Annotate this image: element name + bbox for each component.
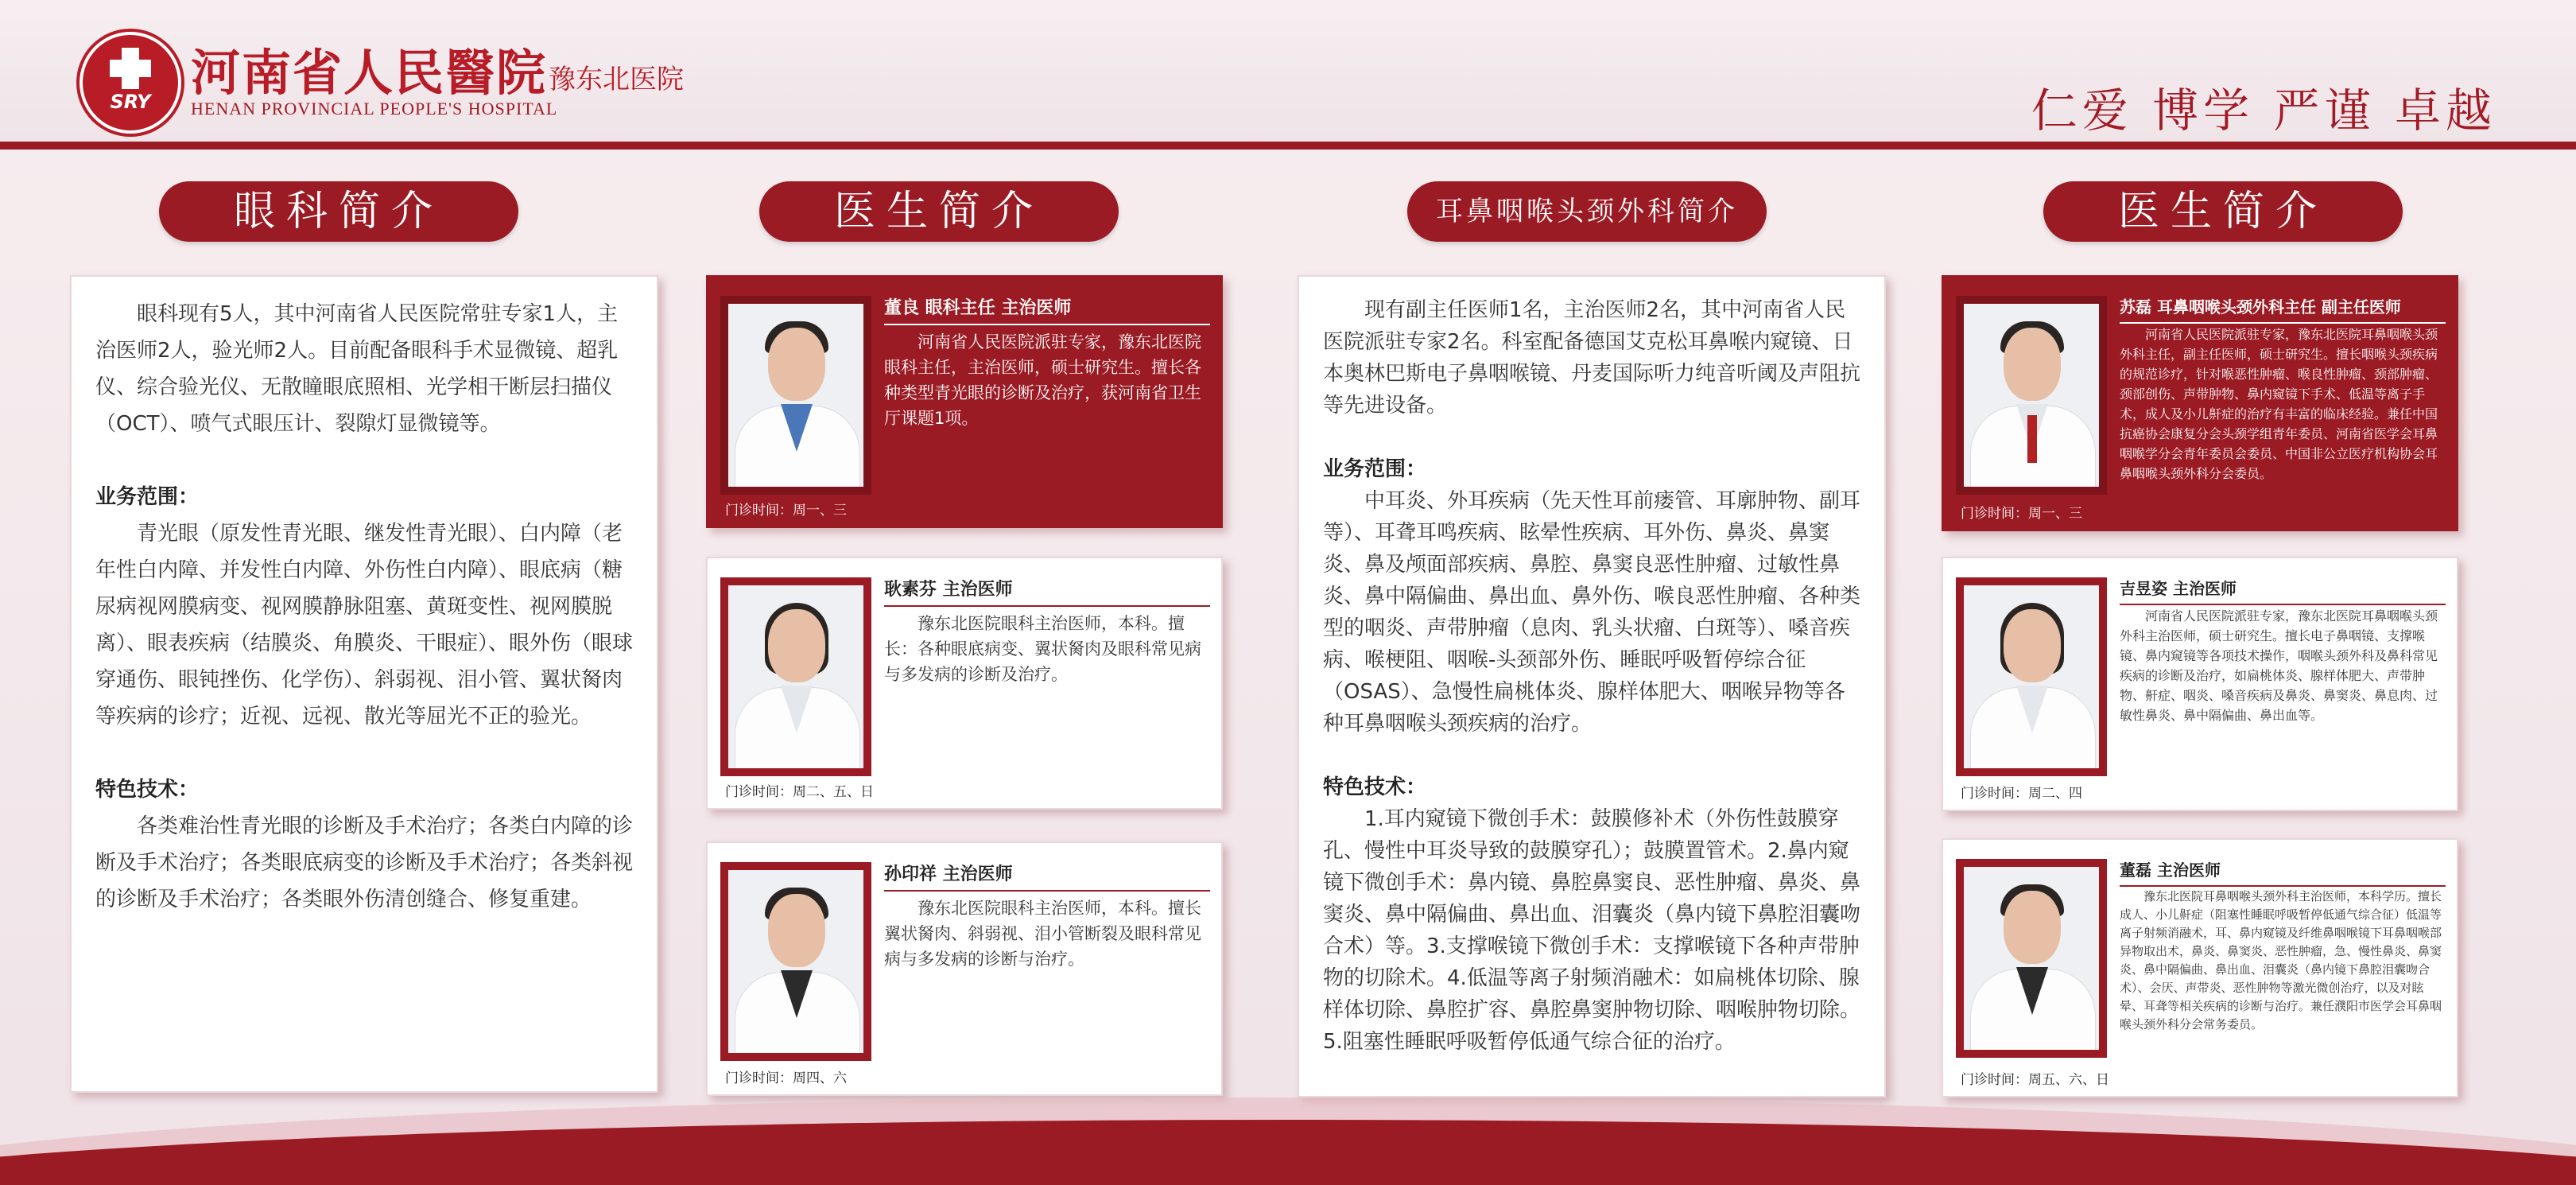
header-divider: [0, 142, 2576, 150]
doctor-photo: [1956, 859, 2107, 1058]
hospital-english-name: HENAN PROVINCIAL PEOPLE'S HOSPITAL: [191, 99, 558, 118]
doctor-description: 豫东北医院眼科主治医师，本科。擅长：各种眼底病变、翼状胬肉及眼科常见病与多发病的诊断及治疗。: [884, 614, 1201, 684]
clinic-time: 门诊时间：周四、六: [725, 1070, 847, 1086]
logo-text: SRY: [110, 91, 151, 113]
ent-scope-heading: 业务范围：: [1323, 457, 1427, 481]
doctor-description: 豫东北医院眼科主治医师，本科。擅长翼状胬肉、斜弱视、泪小管断裂及眼科常见病与多发病的诊断与治疗。: [884, 899, 1201, 969]
doctor-name: 耿素芬 主治医师: [884, 576, 1210, 607]
doctor-card: [1942, 557, 2458, 811]
ent-doctors-title: 医生简介: [2043, 181, 2403, 242]
ent-panel: [1298, 275, 1886, 1098]
footer-wave: [0, 1098, 2576, 1185]
clinic-time: 门诊时间：周一、三: [725, 503, 847, 519]
doctor-name: 孙印祥 主治医师: [884, 861, 1210, 892]
doctor-photo: [720, 296, 871, 495]
ent-tech: 1.耳内窥镜下微创手术：鼓膜修补术（外伤性鼓膜穿孔、慢性中耳炎导致的鼓膜穿孔）；鼓膜置管术。2.鼻内窥镜下微创手术：鼻内镜、鼻腔鼻窦良、恶性肿瘤、鼻炎、鼻窦炎、鼻中隔偏曲、鼻出血、泪囊炎（鼻内镜下鼻腔泪囊吻合术）等。3.支撑喉镜下微创手术：支撑喉镜下各种声带肿物的切除术。4.低温等离子射频消融术：如扁桃体切除、腺样体切除、鼻腔扩容、鼻腔鼻窦肿物切除、咽喉肿物切除。5.阻塞性睡眠呼吸暂停低通气综合征的治疗。: [1323, 807, 1861, 1054]
doctor-photo: [1956, 296, 2107, 495]
doctor-card: [1942, 275, 2458, 531]
ophthalmology-intro: 眼科现有5人，其中河南省人民医院常驻专家1人，主治医师2人，验光师2人。目前配备眼科手术显微镜、超乳仪、综合验光仪、无散瞳眼底照相、光学相干断层扫描仪（OCT）、喷气式眼压计、裂隙灯显微镜等。: [95, 302, 619, 436]
clinic-time: 门诊时间：周五、六、日: [1961, 1072, 2109, 1088]
doctor-photo: [1956, 577, 2107, 776]
ophthalmology-tech-heading: 特色技术：: [95, 778, 200, 802]
ent-scope: 中耳炎、外耳疾病（先天性耳前瘘管、耳廓肿物、副耳等）、耳聋耳鸣疾病、眩晕性疾病、耳外伤、鼻炎、鼻窦炎、鼻及颅面部疾病、鼻腔、鼻窦良恶性肿瘤、过敏性鼻炎、鼻中隔偏曲、鼻出血、鼻外伤、喉良恶性肿瘤、各种类型的咽炎、声带肿瘤（息肉、乳头状瘤、白斑等）、嗓音疾病、喉梗阻、咽喉-头颈部外伤、睡眠呼吸暂停综合征（OSAS）、急慢性扁桃体炎、腺样体肥大、咽喉异物等各种耳鼻咽喉头颈疾病的治疗。: [1323, 489, 1861, 736]
doctor-card: [1942, 838, 2458, 1098]
doctor-name: 董磊 主治医师: [2120, 857, 2446, 887]
doctor-card: [706, 557, 1223, 810]
doctor-card: [706, 275, 1223, 528]
hospital-name: 河南省人民醫院: [191, 44, 548, 102]
doctor-card: [706, 841, 1223, 1096]
cross-icon-bar: [110, 60, 151, 77]
doctor-description: 河南省人民医院派驻专家，豫东北医院耳鼻咽喉头颈外科主治医师，硕士研究生。擅长电子鼻咽镜、支撑喉镜、鼻内窥镜等各项技术操作，咽喉头颈外科及鼻科常见疾病的诊断及治疗，如扁桃体炎、腺样体肥大、声带肿物、鼾症、咽炎、嗓音疾病及鼻炎、鼻窦炎、鼻息肉、过敏性鼻炎、鼻中隔偏曲、鼻出血等。: [2120, 608, 2438, 723]
ent-tech-heading: 特色技术：: [1323, 775, 1427, 799]
slogan: 仁爱 博学 严谨 卓越: [2031, 84, 2496, 138]
ent-title: 耳鼻咽喉头颈外科简介: [1407, 181, 1767, 242]
ophthalmology-panel: [70, 275, 658, 1093]
ophthalmology-tech: 各类难治性青光眼的诊断及手术治疗；各类白内障的诊断及手术治疗；各类眼底病变的诊断及手术治疗；各类斜视的诊断及手术治疗；各类眼外伤清创缝合、修复重建。: [95, 814, 634, 911]
branch-name: 豫东北医院: [549, 64, 684, 95]
ent-intro: 现有副主任医师1名，主治医师2名，其中河南省人民医院派驻专家2名。科室配备德国艾克松耳鼻喉内窥镜、日本奥林巴斯电子鼻咽喉镜、丹麦国际听力纯音听阈及声阻抗等先进设备。: [1323, 298, 1861, 418]
doctor-photo: [720, 862, 871, 1061]
doctor-description: 河南省人民医院派驻专家，豫东北医院眼科主任，主治医师，硕士研究生。擅长各种类型青光眼的诊断及治疗，获河南省卫生厅课题1项。: [884, 332, 1201, 428]
doctor-name: 董良 眼科主任 主治医师: [884, 294, 1210, 325]
doctor-photo: [720, 577, 871, 776]
clinic-time: 门诊时间：周一、三: [1961, 506, 2082, 522]
doctor-description: 豫东北医院耳鼻咽喉头颈外科主治医师，本科学历。擅长成人、小儿鼾症（阻塞性睡眠呼吸暂停低通气综合征）低温等离子射频消融术，耳、鼻内窥镜及纤维鼻咽喉镜下耳鼻咽喉部异物取出术，鼻炎、鼻窦炎、恶性肿瘤，急、慢性鼻炎、鼻窦炎、鼻中隔偏曲、鼻出血、泪囊炎（鼻内镜下鼻腔泪囊吻合术）、会厌、声带炎、恶性肿物等激光微创治疗，以及对眩晕、耳聋等相关疾病的诊断与治疗。兼任濮阳市医学会耳鼻咽喉头颈外科分会常务委员。: [2120, 889, 2442, 1032]
ophthalmology-scope: 青光眼（原发性青光眼、继发性青光眼）、白内障（老年性白内障、并发性白内障、外伤性白内障）、眼底病（糖尿病视网膜病变、视网膜静脉阻塞、黄斑变性、视网膜脱离）、眼表疾病（结膜炎、角膜炎、干眼症）、眼外伤（眼球穿通伤、眼钝挫伤、化学伤）、斜弱视、泪小管、翼状胬肉等疾病的诊疗；近视、远视、散光等屈光不正的验光。: [95, 522, 634, 728]
doctor-description: 河南省人民医院派驻专家，豫东北医院耳鼻咽喉头颈外科主任，副主任医师，硕士研究生。擅长咽喉头颈疾病的规范诊疗，针对喉恶性肿瘤、喉良性肿瘤、颈部肿瘤、颈部创伤、声带肿物、鼻内窥镜下手术、低温等离子手术，成人及小儿鼾症的治疗有丰富的临床经验。兼任中国抗癌协会康复分会头颈学组青年委员、河南省医学会耳鼻咽喉学分会青年委员会委员、中国非公立医疗机构协会耳鼻咽喉头颈外科分会委员。: [2120, 327, 2438, 481]
eye-doctors-title: 医生简介: [759, 181, 1119, 242]
doctor-name: 苏磊 耳鼻咽喉头颈外科主任 副主任医师: [2120, 294, 2446, 324]
ophthalmology-title: 眼科简介: [159, 181, 518, 242]
clinic-time: 门诊时间：周二、五、日: [725, 784, 874, 800]
hospital-logo: [80, 32, 181, 134]
ophthalmology-scope-heading: 业务范围：: [95, 485, 200, 509]
clinic-time: 门诊时间：周二、四: [1961, 786, 2082, 802]
doctor-name: 吉昱姿 主治医师: [2120, 576, 2446, 605]
